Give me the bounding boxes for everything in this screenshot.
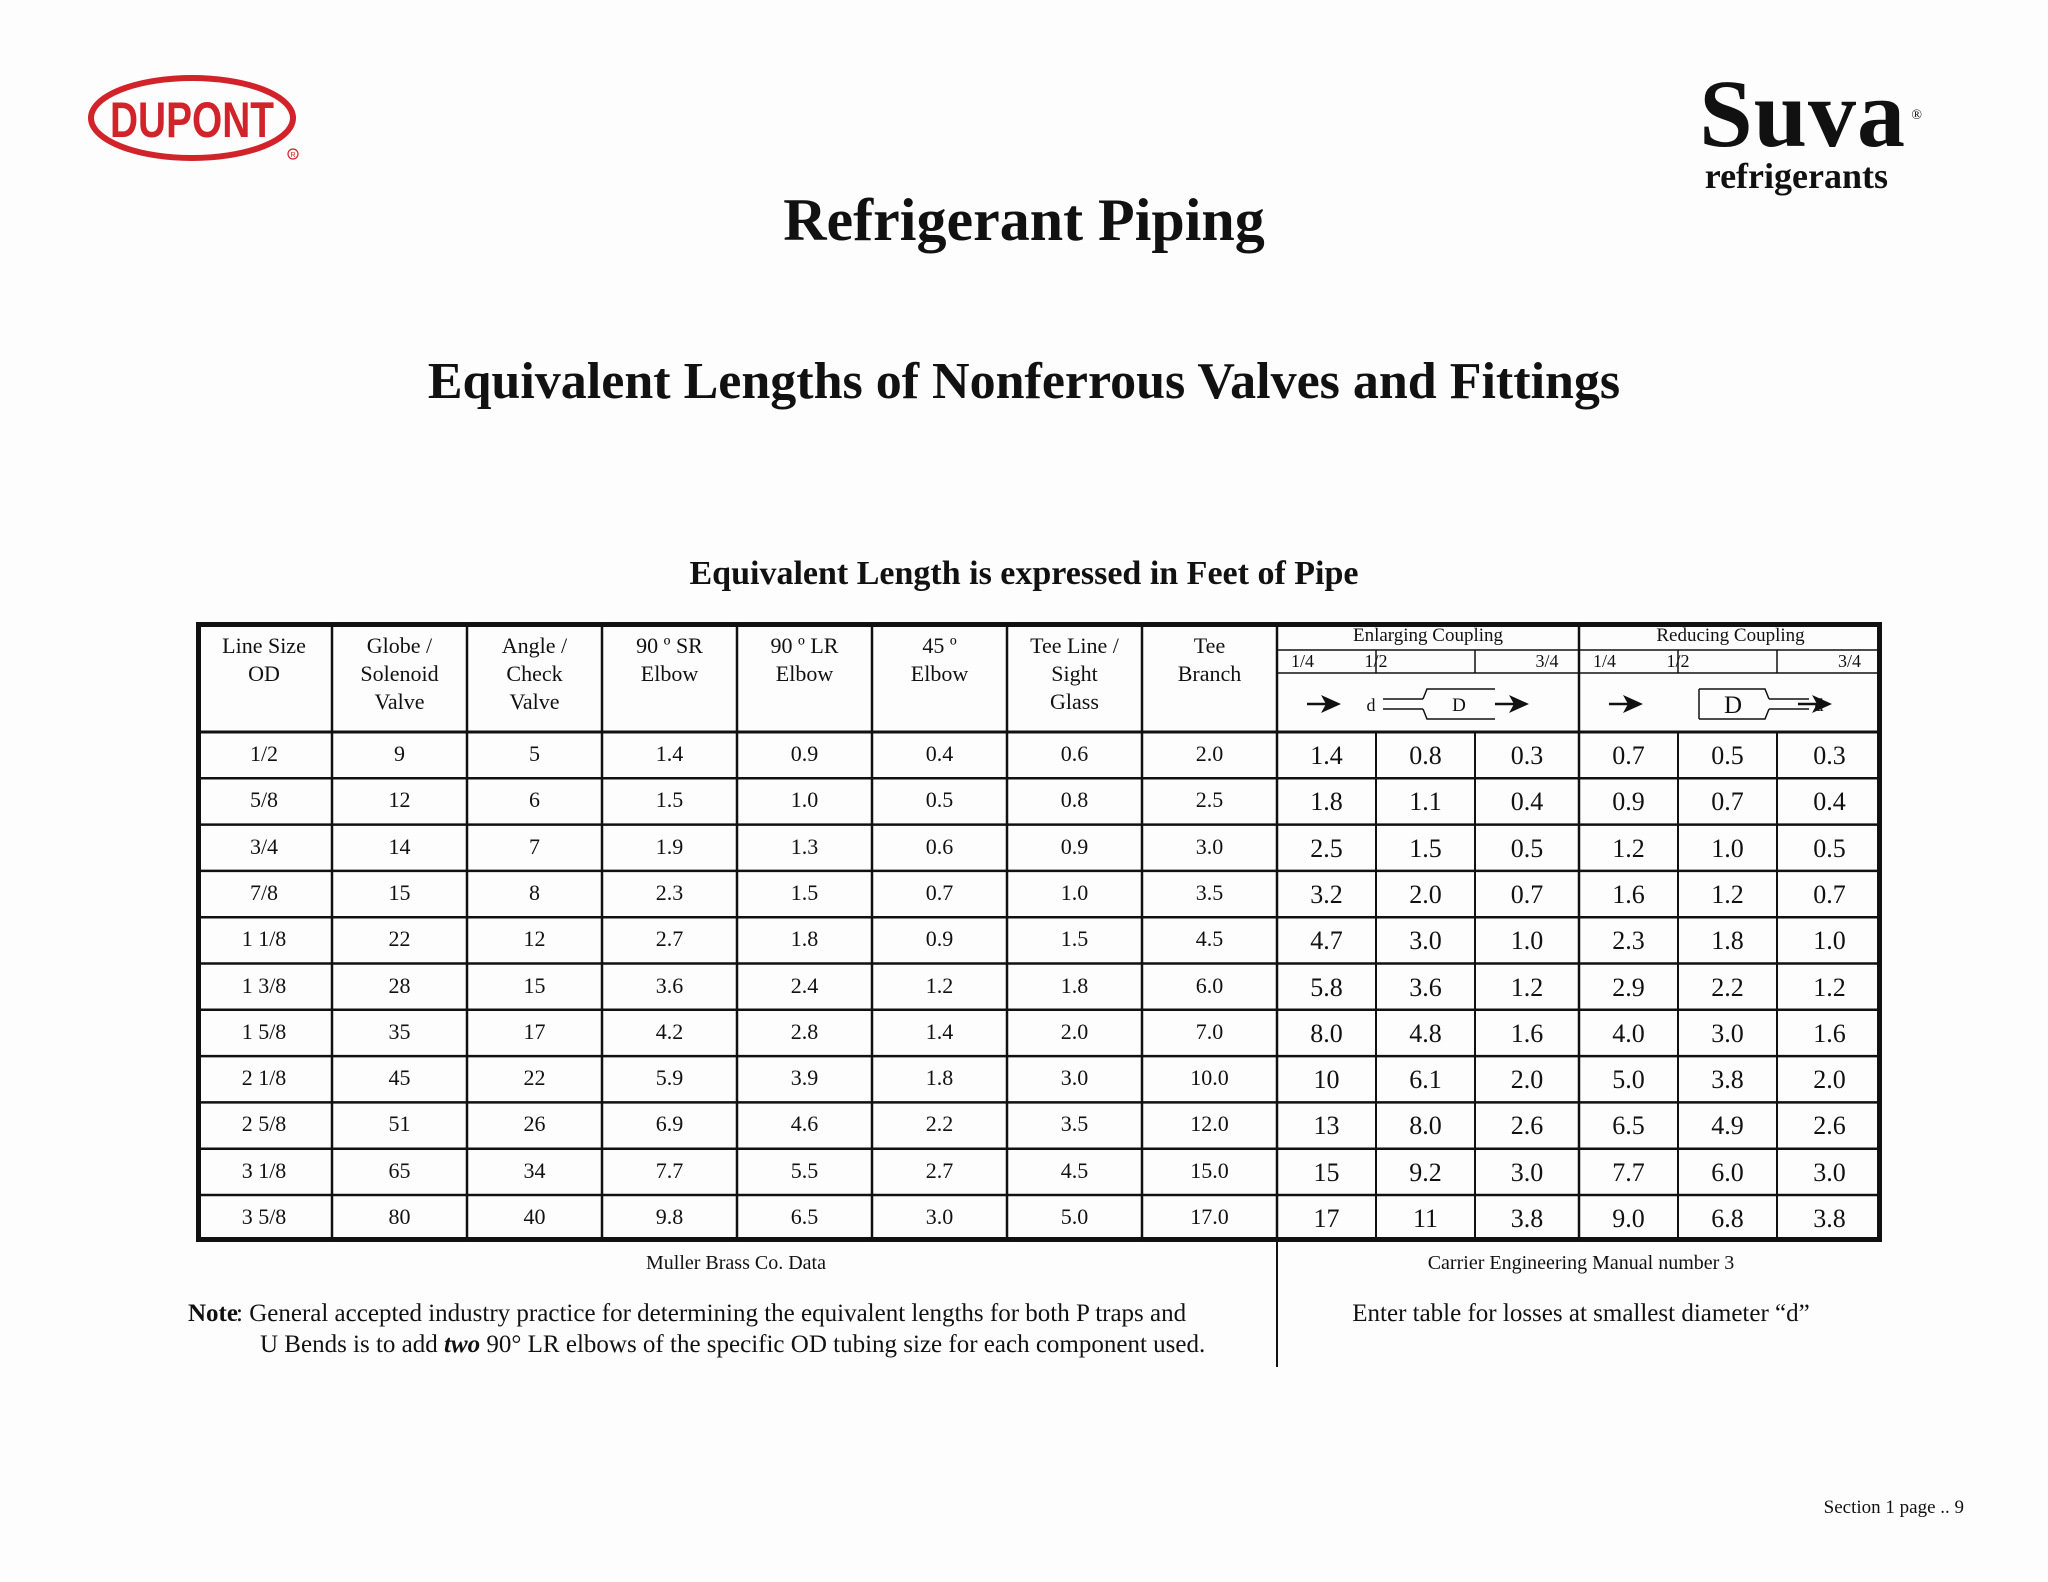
note-line-2-post: 90° LR elbows of the specific OD tubing size for each component used. bbox=[480, 1331, 1206, 1358]
column-header-line: Tee Line / bbox=[1030, 633, 1119, 658]
column-header-line: Sight bbox=[1051, 661, 1098, 686]
column-header bbox=[196, 632, 332, 688]
table-cell: 2.9 bbox=[1612, 972, 1645, 1002]
unit-note: Equivalent Length is expressed in Feet of Pipe bbox=[689, 555, 1359, 592]
table-cell: 1.0 bbox=[1813, 926, 1846, 956]
table-cell: 22 bbox=[388, 926, 411, 952]
table-cell: 0.5 bbox=[1813, 833, 1846, 863]
table-cell: 26 bbox=[523, 1111, 546, 1137]
table-cell: 4.2 bbox=[655, 1018, 684, 1044]
table-cell: 1.2 bbox=[1510, 972, 1544, 1002]
large-diameter-label: D bbox=[1452, 695, 1466, 716]
table-cell: 4.0 bbox=[1612, 1018, 1645, 1048]
table-cell: 2.7 bbox=[655, 926, 684, 952]
table-cell: 80 bbox=[388, 1204, 411, 1229]
table-cell: 1.4 bbox=[1310, 741, 1343, 770]
table-cell: 2.0 bbox=[1195, 741, 1224, 766]
column-header bbox=[737, 632, 872, 688]
table-cell: 2.3 bbox=[1612, 926, 1645, 956]
table-cell: 2.0 bbox=[1060, 1018, 1089, 1044]
column-header bbox=[1007, 632, 1142, 716]
table-cell: 9 bbox=[394, 741, 405, 766]
column-header-line: Solenoid bbox=[360, 661, 439, 686]
table-cell: 2.0 bbox=[1813, 1065, 1846, 1095]
column-header-line: Valve bbox=[374, 689, 425, 714]
table-cell: 4.5 bbox=[1060, 1157, 1089, 1183]
table-cell: 1.5 bbox=[1060, 926, 1089, 952]
enlarging-coupling-title: Enlarging Coupling bbox=[1352, 625, 1504, 646]
column-header-line: Angle / bbox=[501, 633, 568, 658]
table-cell: 1.8 bbox=[1060, 972, 1089, 998]
table-cell: 0.9 bbox=[790, 741, 819, 766]
table-cell: 0.8 bbox=[1409, 741, 1442, 770]
table-cell: 3.0 bbox=[1813, 1157, 1846, 1187]
brand-subtitle: refrigerants bbox=[1704, 156, 1888, 196]
table-cell: 2.5 bbox=[1310, 833, 1343, 863]
table-cell: 7.0 bbox=[1195, 1018, 1224, 1044]
reducing-fraction: 1/4 bbox=[1593, 651, 1617, 671]
table-cell: 1.9 bbox=[655, 833, 684, 859]
table-cell: 2.7 bbox=[925, 1157, 954, 1183]
table-cell: 3.0 bbox=[1510, 1157, 1544, 1187]
line-size-cell: 3/4 bbox=[249, 833, 279, 859]
note-label: Note bbox=[188, 1300, 238, 1327]
table-cell: 0.3 bbox=[1813, 741, 1846, 770]
table-cell: 40 bbox=[523, 1204, 546, 1229]
column-header-line: Branch bbox=[1177, 661, 1242, 686]
table-cell: 7 bbox=[529, 833, 540, 859]
table-cell: 1.5 bbox=[790, 879, 819, 905]
small-diameter-label: d bbox=[1366, 695, 1376, 715]
table-cell: 5 bbox=[529, 741, 540, 766]
small-diameter-label: d bbox=[1814, 695, 1824, 715]
table-cell: 13 bbox=[1313, 1111, 1340, 1141]
note-emphasis: two bbox=[444, 1331, 481, 1358]
column-header-line: Valve bbox=[509, 689, 560, 714]
table-cell: 3.2 bbox=[1310, 879, 1343, 909]
enlarging-fraction: 1/2 bbox=[1364, 651, 1388, 671]
column-header-line: Globe / bbox=[366, 633, 433, 658]
table-cell: 28 bbox=[388, 972, 411, 998]
brand-reg-mark: ® bbox=[1911, 108, 1922, 123]
line-size-cell: 1 3/8 bbox=[241, 972, 287, 998]
table-cell: 7.7 bbox=[1612, 1157, 1645, 1187]
table-cell: 12 bbox=[388, 787, 411, 813]
table-cell: 34 bbox=[523, 1157, 546, 1183]
table-cell: 0.4 bbox=[1510, 787, 1544, 817]
table-cell: 2.0 bbox=[1409, 879, 1442, 909]
table-cell: 10.0 bbox=[1190, 1065, 1229, 1091]
table-cell: 15 bbox=[388, 879, 411, 905]
table-cell: 3.8 bbox=[1813, 1204, 1846, 1233]
table-cell: 3.0 bbox=[1195, 833, 1224, 859]
column-header-line: 90 º SR bbox=[636, 633, 703, 658]
page-number: Section 1 page .. 9 bbox=[1823, 1497, 1964, 1518]
table-cell: 5.5 bbox=[790, 1157, 819, 1183]
enter-table-note: Enter table for losses at smallest diameter “d” bbox=[1352, 1300, 1810, 1327]
line-size-cell: 2 5/8 bbox=[241, 1111, 287, 1137]
column-header-line: Elbow bbox=[640, 661, 699, 686]
table-cell: 11 bbox=[1412, 1204, 1439, 1233]
table-cell: 4.9 bbox=[1711, 1111, 1744, 1141]
column-header bbox=[602, 632, 737, 688]
table-cell: 0.9 bbox=[1612, 787, 1645, 817]
large-diameter-label: D bbox=[1723, 692, 1743, 719]
table-cell: 2.6 bbox=[1813, 1111, 1846, 1141]
line-size-cell: 2 1/8 bbox=[241, 1065, 287, 1091]
column-header bbox=[467, 632, 602, 716]
column-header-line: 45 º bbox=[922, 633, 957, 658]
enlarging-fraction: 1/4 bbox=[1291, 651, 1315, 671]
table-cell: 1.2 bbox=[925, 972, 954, 998]
table-cell: 9.2 bbox=[1409, 1157, 1442, 1187]
table-cell: 1.4 bbox=[925, 1018, 954, 1044]
table-cell: 1.6 bbox=[1510, 1018, 1544, 1048]
table-cell: 5.8 bbox=[1310, 972, 1343, 1002]
reducing-fraction: 1/2 bbox=[1666, 651, 1690, 671]
table-cell: 6.1 bbox=[1409, 1065, 1442, 1095]
table-cell: 65 bbox=[388, 1157, 411, 1183]
table-cell: 15 bbox=[523, 972, 546, 998]
table-cell: 3.5 bbox=[1060, 1111, 1089, 1137]
table-cell: 22 bbox=[523, 1065, 546, 1091]
table-cell: 8.0 bbox=[1310, 1018, 1343, 1048]
line-size-cell: 1/2 bbox=[249, 741, 279, 766]
table-cell: 51 bbox=[388, 1111, 411, 1137]
column-header bbox=[872, 632, 1007, 688]
table-cell: 1.8 bbox=[1310, 787, 1343, 817]
table-cell: 3.6 bbox=[655, 972, 684, 998]
svg-text:R: R bbox=[290, 152, 296, 159]
table-cell: 5.9 bbox=[655, 1065, 684, 1091]
table-cell: 7.7 bbox=[655, 1157, 684, 1183]
table-cell: 2.6 bbox=[1510, 1111, 1544, 1141]
line-size-cell: 3 1/8 bbox=[241, 1157, 287, 1183]
table-cell: 0.6 bbox=[1060, 741, 1089, 766]
table-cell: 2.2 bbox=[1711, 972, 1744, 1002]
table-cell: 1.8 bbox=[1711, 926, 1744, 956]
table-cell: 0.9 bbox=[1060, 833, 1089, 859]
reducing-coupling-title: Reducing Coupling bbox=[1656, 625, 1805, 646]
table-cell: 0.7 bbox=[1510, 879, 1544, 909]
table-cell: 5.0 bbox=[1060, 1204, 1089, 1229]
table-cell: 17 bbox=[523, 1018, 546, 1044]
table-cell: 3.0 bbox=[1409, 926, 1442, 956]
table-cell: 1.2 bbox=[1612, 833, 1645, 863]
line-size-cell: 7/8 bbox=[249, 879, 279, 905]
table-cell: 6.8 bbox=[1711, 1204, 1744, 1233]
table-cell: 6 bbox=[529, 787, 540, 813]
column-header-line: Line Size bbox=[222, 633, 306, 658]
table-cell: 0.7 bbox=[1612, 741, 1645, 770]
table-cell: 4.6 bbox=[790, 1111, 819, 1137]
table-cell: 3.5 bbox=[1195, 879, 1224, 905]
column-header-line: OD bbox=[248, 661, 280, 686]
dupont-logo bbox=[86, 72, 308, 164]
table-cell: 4.8 bbox=[1409, 1018, 1442, 1048]
footer-divider bbox=[1276, 1242, 1278, 1367]
column-header-line: Elbow bbox=[910, 661, 969, 686]
source-right: Carrier Engineering Manual number 3 bbox=[1427, 1252, 1735, 1274]
table-cell: 1.4 bbox=[655, 741, 684, 766]
table-cell: 0.7 bbox=[925, 879, 954, 905]
table-cell: 3.6 bbox=[1409, 972, 1442, 1002]
line-size-cell: 3 5/8 bbox=[241, 1204, 287, 1229]
table-cell: 8.0 bbox=[1409, 1111, 1442, 1141]
column-header bbox=[1142, 632, 1277, 688]
note-line-1: : General accepted industry practice for determining the equivalent lengths for both P traps and bbox=[236, 1300, 1187, 1327]
table-cell: 2.2 bbox=[925, 1111, 954, 1137]
page-title: Refrigerant Piping bbox=[783, 187, 1265, 253]
table-cell: 14 bbox=[388, 833, 411, 859]
table-cell: 2.5 bbox=[1195, 787, 1224, 813]
table-cell: 6.5 bbox=[1612, 1111, 1645, 1141]
table-cell: 3.0 bbox=[1711, 1018, 1744, 1048]
table-cell: 12.0 bbox=[1190, 1111, 1229, 1137]
table-cell: 3.0 bbox=[1060, 1065, 1089, 1091]
table-cell: 35 bbox=[388, 1018, 411, 1044]
table-cell: 10 bbox=[1313, 1065, 1340, 1095]
table-cell: 6.5 bbox=[790, 1204, 819, 1229]
equivalent-length-table bbox=[196, 622, 1882, 1242]
brand-word: Suva bbox=[1699, 60, 1906, 167]
column-header-line: Elbow bbox=[775, 661, 834, 686]
table-cell: 1.0 bbox=[790, 787, 819, 813]
table-cell: 0.3 bbox=[1510, 741, 1544, 770]
table-cell: 0.7 bbox=[1813, 879, 1846, 909]
table-cell: 1.6 bbox=[1813, 1018, 1846, 1048]
table-cell: 0.7 bbox=[1711, 787, 1744, 817]
table-cell: 45 bbox=[388, 1065, 411, 1091]
table-cell: 0.4 bbox=[1813, 787, 1846, 817]
table-cell: 9.0 bbox=[1612, 1204, 1645, 1233]
column-header bbox=[332, 632, 467, 716]
table-cell: 0.8 bbox=[1060, 787, 1089, 813]
line-size-cell: 5/8 bbox=[249, 787, 279, 813]
table-cell: 0.4 bbox=[925, 741, 954, 766]
table-cell: 3.8 bbox=[1711, 1065, 1744, 1095]
table-cell: 1.8 bbox=[925, 1065, 954, 1091]
table-cell: 2.4 bbox=[790, 972, 819, 998]
table-cell: 3.0 bbox=[925, 1204, 954, 1229]
line-size-cell: 1 1/8 bbox=[241, 926, 287, 952]
table-cell: 12 bbox=[523, 926, 546, 952]
table-cell: 1.0 bbox=[1060, 879, 1089, 905]
table-cell: 1.2 bbox=[1711, 879, 1744, 909]
table-cell: 9.8 bbox=[655, 1204, 684, 1229]
enlarging-fraction: 3/4 bbox=[1535, 651, 1559, 671]
table-cell: 17 bbox=[1313, 1204, 1340, 1233]
column-header-line: Check bbox=[506, 661, 563, 686]
table-cell: 8 bbox=[529, 879, 540, 905]
page-subtitle: Equivalent Lengths of Nonferrous Valves and Fittings bbox=[427, 353, 1621, 410]
logo-text: DUPONT bbox=[110, 92, 274, 148]
source-left: Muller Brass Co. Data bbox=[646, 1252, 826, 1274]
table-cell: 0.5 bbox=[925, 787, 954, 813]
note-line-2 bbox=[260, 1331, 1205, 1359]
table-cell: 1.0 bbox=[1510, 926, 1544, 956]
table-cell: 5.0 bbox=[1612, 1065, 1645, 1095]
table-cell: 1.8 bbox=[790, 926, 819, 952]
table-cell: 3.9 bbox=[790, 1065, 819, 1091]
table-cell: 1.5 bbox=[1409, 833, 1442, 863]
table-cell: 6.9 bbox=[655, 1111, 684, 1137]
table-cell: 4.7 bbox=[1310, 926, 1343, 956]
table-cell: 2.0 bbox=[1510, 1065, 1544, 1095]
table-cell: 3.8 bbox=[1510, 1204, 1544, 1233]
table-cell: 17.0 bbox=[1190, 1204, 1229, 1229]
table-cell: 2.8 bbox=[790, 1018, 819, 1044]
table-cell: 1.6 bbox=[1612, 879, 1645, 909]
table-cell: 0.9 bbox=[925, 926, 954, 952]
table-cell: 4.5 bbox=[1195, 926, 1224, 952]
table-cell: 15 bbox=[1313, 1157, 1340, 1187]
table-cell: 1.3 bbox=[790, 833, 819, 859]
table-cell: 0.5 bbox=[1510, 833, 1544, 863]
line-size-cell: 1 5/8 bbox=[241, 1018, 287, 1044]
table-cell: 1.1 bbox=[1409, 787, 1442, 817]
table-cell: 15.0 bbox=[1190, 1157, 1229, 1183]
column-header-line: 90 º LR bbox=[770, 633, 839, 658]
table-cell: 2.3 bbox=[655, 879, 684, 905]
table-cell: 6.0 bbox=[1711, 1157, 1744, 1187]
table-cell: 0.6 bbox=[925, 833, 954, 859]
table-cell: 0.5 bbox=[1711, 741, 1744, 770]
table-cell: 1.2 bbox=[1813, 972, 1846, 1002]
reducing-fraction: 3/4 bbox=[1837, 651, 1861, 671]
note-line-2-pre: U Bends is to add bbox=[260, 1331, 445, 1358]
table-cell: 1.0 bbox=[1711, 833, 1744, 863]
table-cell: 1.5 bbox=[655, 787, 684, 813]
column-header-line: Glass bbox=[1050, 689, 1099, 714]
table-cell: 6.0 bbox=[1195, 972, 1224, 998]
column-header-line: Tee bbox=[1193, 633, 1226, 658]
